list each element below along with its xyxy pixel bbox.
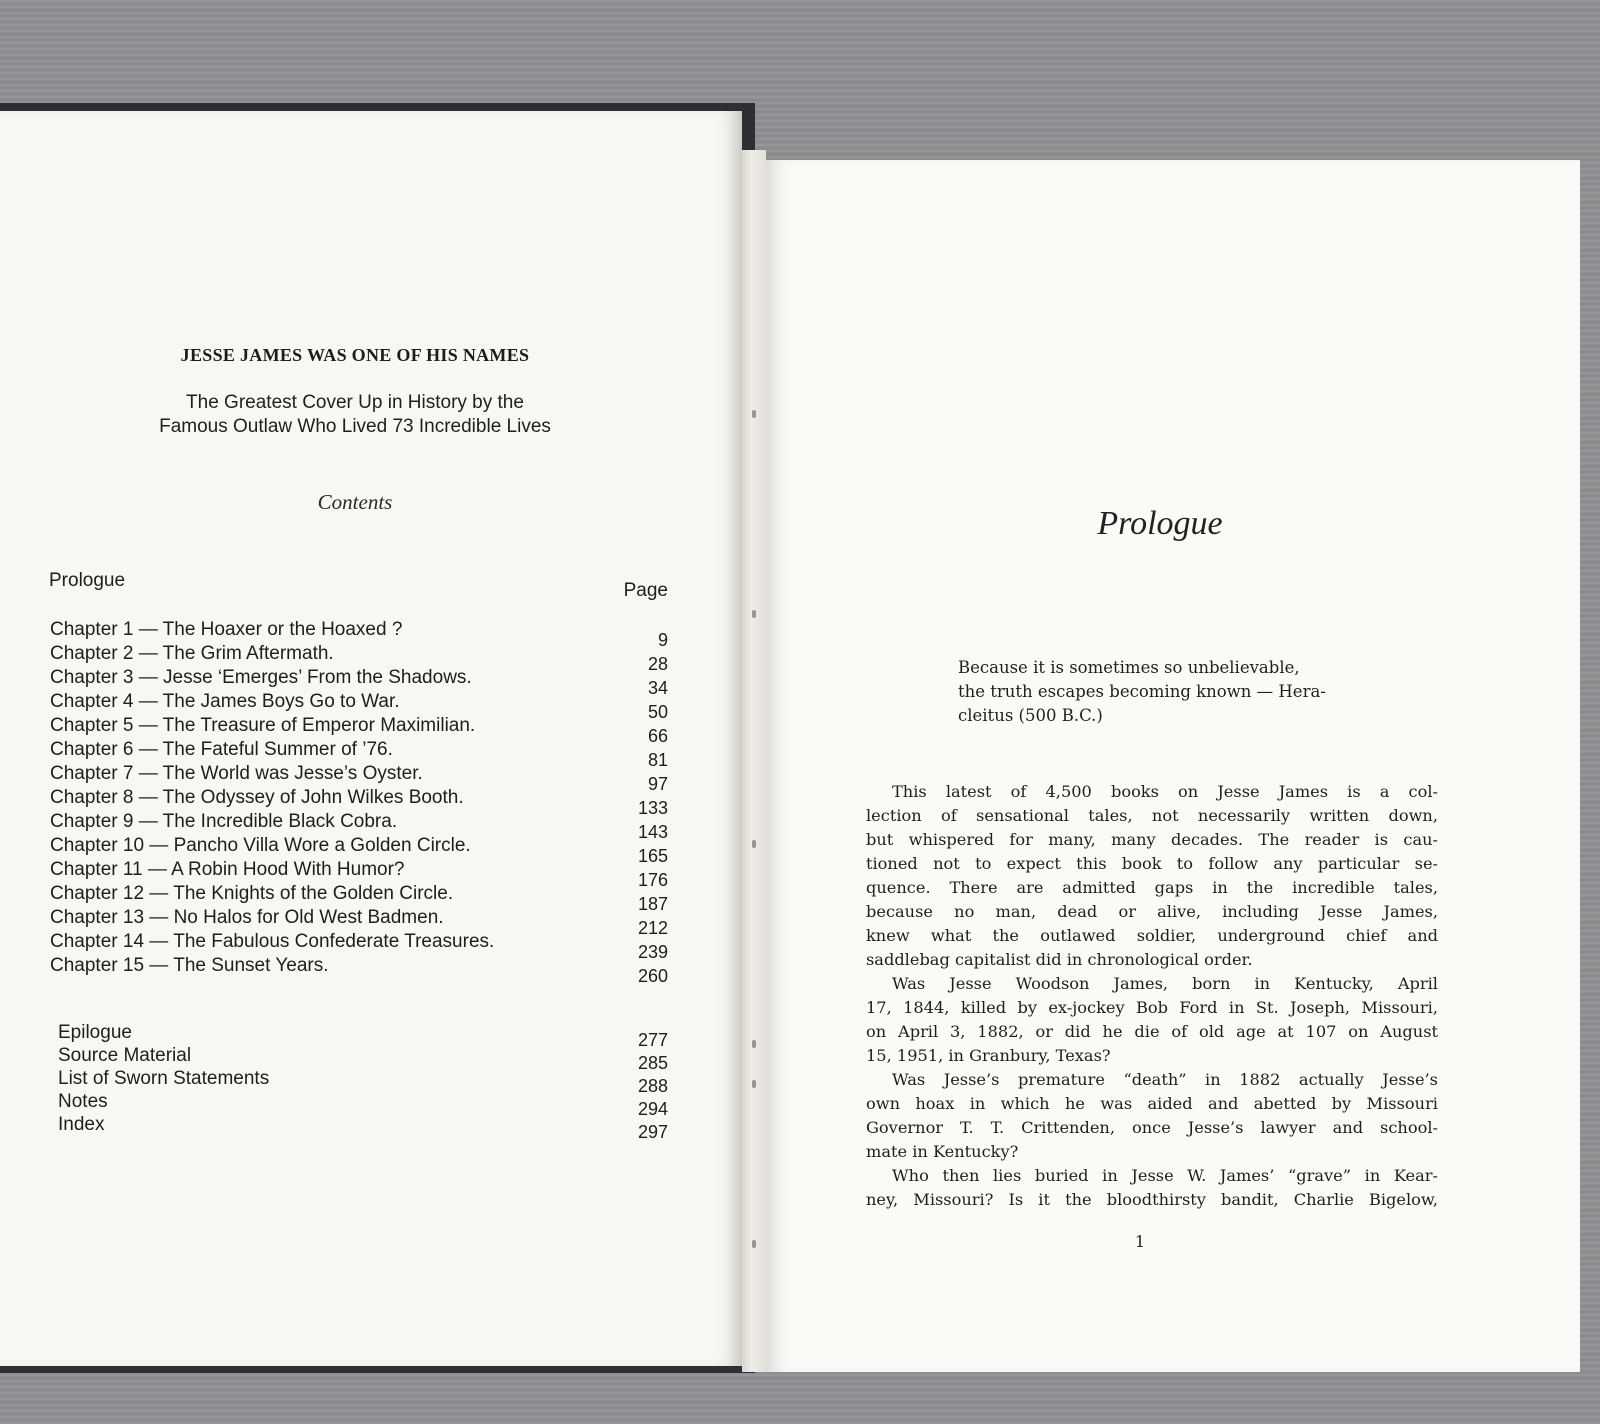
prologue-body-line: Was Jesse’s premature “death” in 1882 actually Jesse’s	[892, 1070, 1438, 1089]
prologue-body-line: knew what the outlawed soldier, underground chief and	[866, 926, 1438, 945]
toc-back-matter-label: Source Material	[58, 1045, 192, 1066]
binding-stitch	[752, 410, 756, 418]
prologue-body-line: but whispered for many, many decades. The reader is cau-	[866, 830, 1438, 849]
book-subtitle-line-2: Famous Outlaw Who Lived 73 Incredible Lives	[159, 416, 551, 437]
toc-chapter-label: Chapter 5 — The Treasure of Emperor Maximilian.	[50, 715, 476, 736]
prologue-body-line: mate in Kentucky?	[866, 1142, 1019, 1161]
epigraph-line: the truth escapes becoming known — Hera-	[958, 682, 1326, 701]
toc-chapter-page: 50	[647, 702, 668, 722]
toc-chapter-label: Chapter 9 — The Incredible Black Cobra.	[50, 811, 398, 832]
toc-prologue-label: Prologue	[49, 570, 126, 591]
toc-chapter-page: 66	[647, 726, 668, 746]
toc-chapter-page: 176	[637, 870, 668, 890]
binding-stitch	[752, 840, 756, 848]
toc-back-matter-page: 297	[637, 1122, 668, 1142]
toc-chapter-page: 165	[637, 846, 668, 866]
toc-chapter-label: Chapter 10 — Pancho Villa Wore a Golden Circle.	[50, 835, 471, 856]
toc-chapter-page: 187	[637, 894, 668, 914]
toc-chapter-page: 260	[637, 966, 668, 986]
toc-chapter-page: 28	[647, 654, 668, 674]
toc-back-matter-label: List of Sworn Statements	[58, 1068, 270, 1089]
prologue-heading: Prologue	[1097, 505, 1223, 542]
prologue-body-line: tioned not to expect this book to follow any particular se-	[866, 854, 1438, 873]
epigraph-line: cleitus (500 B.C.)	[958, 706, 1103, 725]
prologue-body-line: lection of sensational tales, not necessarily written down,	[866, 806, 1438, 825]
binding-stitch	[752, 1040, 756, 1048]
toc-back-matter-page: 294	[637, 1099, 668, 1119]
toc-back-matter-label: Epilogue	[58, 1022, 132, 1043]
toc-chapter-label: Chapter 7 — The World was Jesse’s Oyster.	[50, 763, 423, 784]
toc-chapter-label: Chapter 15 — The Sunset Years.	[50, 955, 329, 976]
prologue-body-line: Was Jesse Woodson James, born in Kentucky, April	[892, 974, 1438, 993]
prologue-body-line: saddlebag capitalist did in chronological order.	[866, 950, 1253, 969]
toc-back-matter-label: Notes	[58, 1091, 108, 1112]
binding-stitch	[752, 610, 756, 618]
binding-stitch	[752, 1080, 756, 1088]
toc-chapter-label: Chapter 2 — The Grim Aftermath.	[50, 643, 334, 664]
toc-chapter-label: Chapter 1 — The Hoaxer or the Hoaxed ?	[50, 619, 403, 640]
prologue-body-line: Governor T. T. Crittenden, once Jesse’s lawyer and school-	[866, 1118, 1438, 1137]
prologue-body-line: Who then lies buried in Jesse W. James’ “grave” in Kear-	[892, 1166, 1438, 1185]
prologue-body-line: ney, Missouri? Is it the bloodthirsty bandit, Charlie Bigelow,	[866, 1190, 1438, 1209]
contents-heading: Contents	[317, 490, 393, 514]
epigraph	[958, 656, 1378, 728]
toc-back-matter-label: Index	[58, 1114, 105, 1135]
toc-chapter-label: Chapter 12 — The Knights of the Golden Circle.	[50, 883, 454, 904]
prologue-body-line: This latest of 4,500 books on Jesse James is a col-	[892, 782, 1438, 801]
prologue-body-line: 15, 1951, in Granbury, Texas?	[866, 1046, 1111, 1065]
prologue-body-line: on April 3, 1882, or did he die of old age at 107 on August	[866, 1022, 1438, 1041]
toc-chapter-label: Chapter 8 — The Odyssey of John Wilkes Booth.	[50, 787, 464, 808]
book-subtitle-line-1: The Greatest Cover Up in History by the	[186, 392, 524, 413]
prologue-body	[866, 780, 1438, 1212]
prologue-body-line: because no man, dead or alive, including Jesse James,	[866, 902, 1438, 921]
toc-chapter-page: 212	[637, 918, 668, 938]
book-title: JESSE JAMES WAS ONE OF HIS NAMES	[180, 345, 530, 365]
prologue-body-line: 17, 1844, killed by ex-jockey Bob Ford in St. Joseph, Missouri,	[866, 998, 1438, 1017]
epigraph-line: Because it is sometimes so unbelievable,	[958, 658, 1300, 677]
prologue-body-line: quence. There are admitted gaps in the incredible tales,	[866, 878, 1438, 897]
toc-chapter-page: 239	[637, 942, 668, 962]
toc-chapter-page: 81	[647, 750, 668, 770]
toc-chapter-label: Chapter 3 — Jesse ‘Emerges’ From the Shadows.	[50, 667, 472, 688]
toc-chapter-page: 34	[647, 678, 668, 698]
prologue-body-line: own hoax in which he was aided and abetted by Missouri	[866, 1094, 1438, 1113]
toc-chapter-page: 97	[647, 774, 668, 794]
toc-chapter-page: 143	[637, 822, 668, 842]
toc-chapter-label: Chapter 13 — No Halos for Old West Badmen.	[50, 907, 444, 928]
toc-chapter-page: 9	[657, 630, 668, 650]
toc-chapter-label: Chapter 14 — The Fabulous Confederate Treasures.	[50, 931, 495, 952]
book-gutter	[742, 150, 766, 1372]
toc-back-matter-page: 277	[637, 1030, 668, 1050]
toc-chapter-label: Chapter 11 — A Robin Hood With Humor?	[50, 859, 405, 880]
toc-chapter-label: Chapter 4 — The James Boys Go to War.	[50, 691, 400, 712]
page-number: 1	[1134, 1232, 1146, 1251]
toc-back-matter-page: 285	[637, 1053, 668, 1073]
binding-stitch	[752, 1240, 756, 1248]
toc-page-column-label: Page	[623, 580, 668, 601]
toc-back-matter-page: 288	[637, 1076, 668, 1096]
toc-chapter-page: 133	[637, 798, 668, 818]
toc-chapter-label: Chapter 6 — The Fateful Summer of ’76.	[50, 739, 393, 760]
